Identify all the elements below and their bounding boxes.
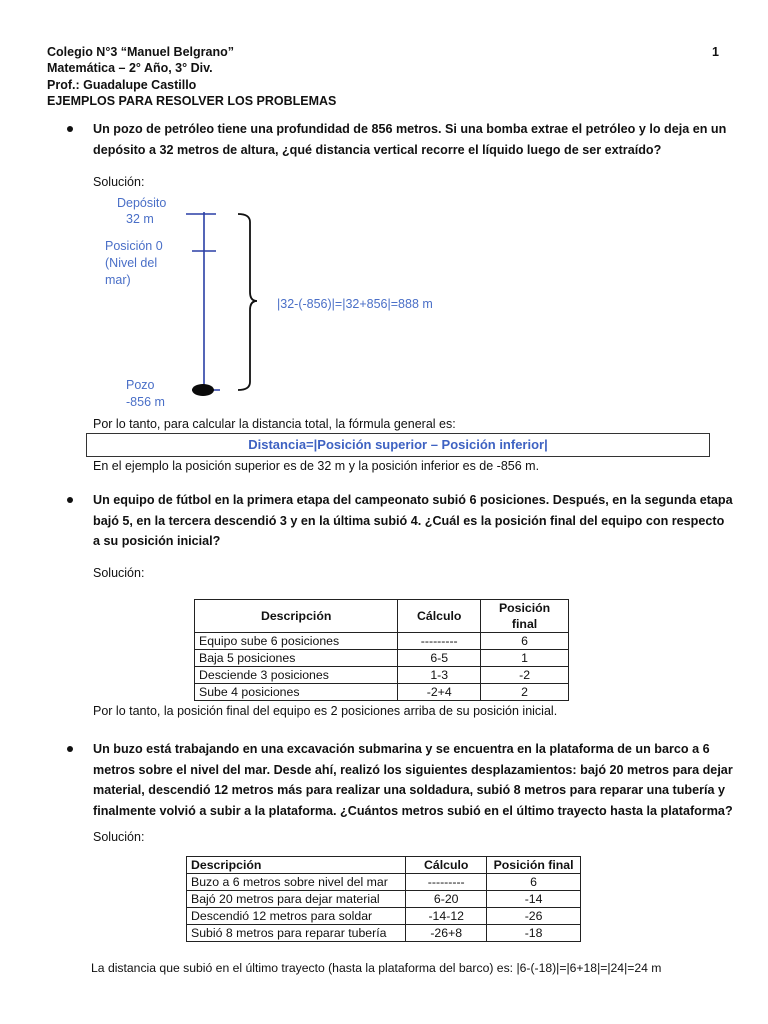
cell-posicion: 2 — [481, 684, 569, 701]
bullet-dot — [67, 126, 73, 132]
posicion-label: Posición 0 — [105, 239, 163, 253]
problem1-solution-label: Solución: — [93, 175, 145, 189]
cell-descripcion: Buzo a 6 metros sobre nivel del mar — [187, 874, 406, 891]
cell-descripcion: Desciende 3 posiciones — [195, 667, 398, 684]
cell-descripcion: Descendió 12 metros para soldar — [187, 908, 406, 925]
cell-calculo: -14-12 — [406, 908, 487, 925]
cell-posicion: 6 — [481, 633, 569, 650]
cell-calculo: 6-20 — [406, 891, 487, 908]
problem3-statement: Un buzo está trabajando en una excavación submarina y se encuentra en la plataforma de un barco a 6 metros sobre el nivel del mar. Desde ahí, realizó los siguientes desplazamientos: bajó 20 metros para dejar material, descendió 12 metros más para realizar una soldadura, subió 8 metros para reparar una tubería y finalmente volvió a subir a la plataforma. ¿Cuántos metros subió en el último trayecto hasta la plataforma? — [93, 742, 733, 818]
table-row — [195, 684, 569, 701]
deposito-label: Depósito — [117, 196, 167, 210]
header-descripcion: Descripción — [187, 857, 406, 874]
bullet-dot — [67, 497, 73, 503]
cell-posicion: -18 — [487, 925, 581, 942]
table-header-row — [187, 857, 581, 874]
formula-box: Distancia=|Posición superior – Posición inferior| — [86, 433, 710, 457]
cell-descripcion: Subió 8 metros para reparar tubería — [187, 925, 406, 942]
cell-descripcion: Sube 4 posiciones — [195, 684, 398, 701]
subject-line: Matemática – 2° Año, 3° Div. — [47, 61, 213, 75]
table-row — [187, 925, 581, 942]
bullet-dot — [67, 746, 73, 752]
table-row — [195, 650, 569, 667]
cell-calculo: -26+8 — [406, 925, 487, 942]
cell-calculo: --------- — [398, 633, 481, 650]
pozo-label: Pozo — [126, 378, 155, 392]
football-table — [194, 599, 569, 701]
posicion-sublabel-2: mar) — [105, 273, 131, 287]
cell-calculo: 6-5 — [398, 650, 481, 667]
problem3-solution-label: Solución: — [93, 830, 145, 844]
cell-posicion: 1 — [481, 650, 569, 667]
teacher-line: Prof.: Guadalupe Castillo — [47, 78, 197, 92]
cell-descripcion: Baja 5 posiciones — [195, 650, 398, 667]
problem1-example-note: En el ejemplo la posición superior es de 32 m y la posición inferior es de -856 m. — [93, 459, 540, 473]
cell-posicion: -26 — [487, 908, 581, 925]
cell-calculo: -2+4 — [398, 684, 481, 701]
table-row — [195, 633, 569, 650]
page-number: 1 — [712, 45, 719, 59]
table-row — [187, 908, 581, 925]
table-row — [187, 874, 581, 891]
cell-posicion: -14 — [487, 891, 581, 908]
problem2-conclusion: Por lo tanto, la posición final del equipo es 2 posiciones arriba de su posición inicial. — [93, 704, 558, 718]
problem2-solution-label: Solución: — [93, 566, 145, 580]
table-row — [195, 667, 569, 684]
problem2-statement: Un equipo de fútbol en la primera etapa del campeonato subió 6 posiciones. Después, en la segunda etapa bajó 5, en la tercera descendió 3 y en la última subió 4. ¿Cuál es la posición final del equipo con respecto a su posición inicial? — [93, 493, 733, 548]
header-calculo: Cálculo — [406, 857, 487, 874]
table-row — [187, 891, 581, 908]
table-header-row — [195, 600, 569, 633]
header-posicion-final: Posición final — [487, 857, 581, 874]
well-diagram — [170, 200, 270, 405]
pozo-value: -856 m — [126, 395, 165, 409]
problem3-conclusion: La distancia que subió en el último trayecto (hasta la plataforma del barco) es: |6-(-18)|=|6+18|=|24|=24 m — [91, 961, 662, 975]
cell-descripcion: Equipo sube 6 posiciones — [195, 633, 398, 650]
cell-calculo: 1-3 — [398, 667, 481, 684]
header-calculo: Cálculo — [398, 600, 481, 633]
header-posicion-final: Posición final — [481, 600, 569, 633]
document-title: EJEMPLOS PARA RESOLVER LOS PROBLEMAS — [47, 94, 337, 108]
deposito-value: 32 m — [126, 212, 154, 226]
cell-calculo: --------- — [406, 874, 487, 891]
cell-posicion: 6 — [487, 874, 581, 891]
posicion-sublabel: (Nivel del — [105, 256, 158, 270]
oil-well-marker — [192, 384, 214, 396]
distance-equation: |32-(-856)|=|32+856|=888 m — [277, 297, 433, 311]
diver-table — [186, 856, 581, 942]
problem1-conclusion: Por lo tanto, para calcular la distancia total, la fórmula general es: — [93, 417, 456, 431]
distance-bracket — [238, 214, 257, 390]
cell-descripcion: Bajó 20 metros para dejar material — [187, 891, 406, 908]
cell-posicion: -2 — [481, 667, 569, 684]
school-name: Colegio N°3 “Manuel Belgrano” — [47, 45, 234, 59]
problem1-statement: Un pozo de petróleo tiene una profundidad de 856 metros. Si una bomba extrae el petróleo y lo deja en un depósito a 32 metros de altura, ¿qué distancia vertical recorre el líquido luego de ser extraído? — [93, 122, 727, 157]
header-descripcion: Descripción — [195, 600, 398, 633]
